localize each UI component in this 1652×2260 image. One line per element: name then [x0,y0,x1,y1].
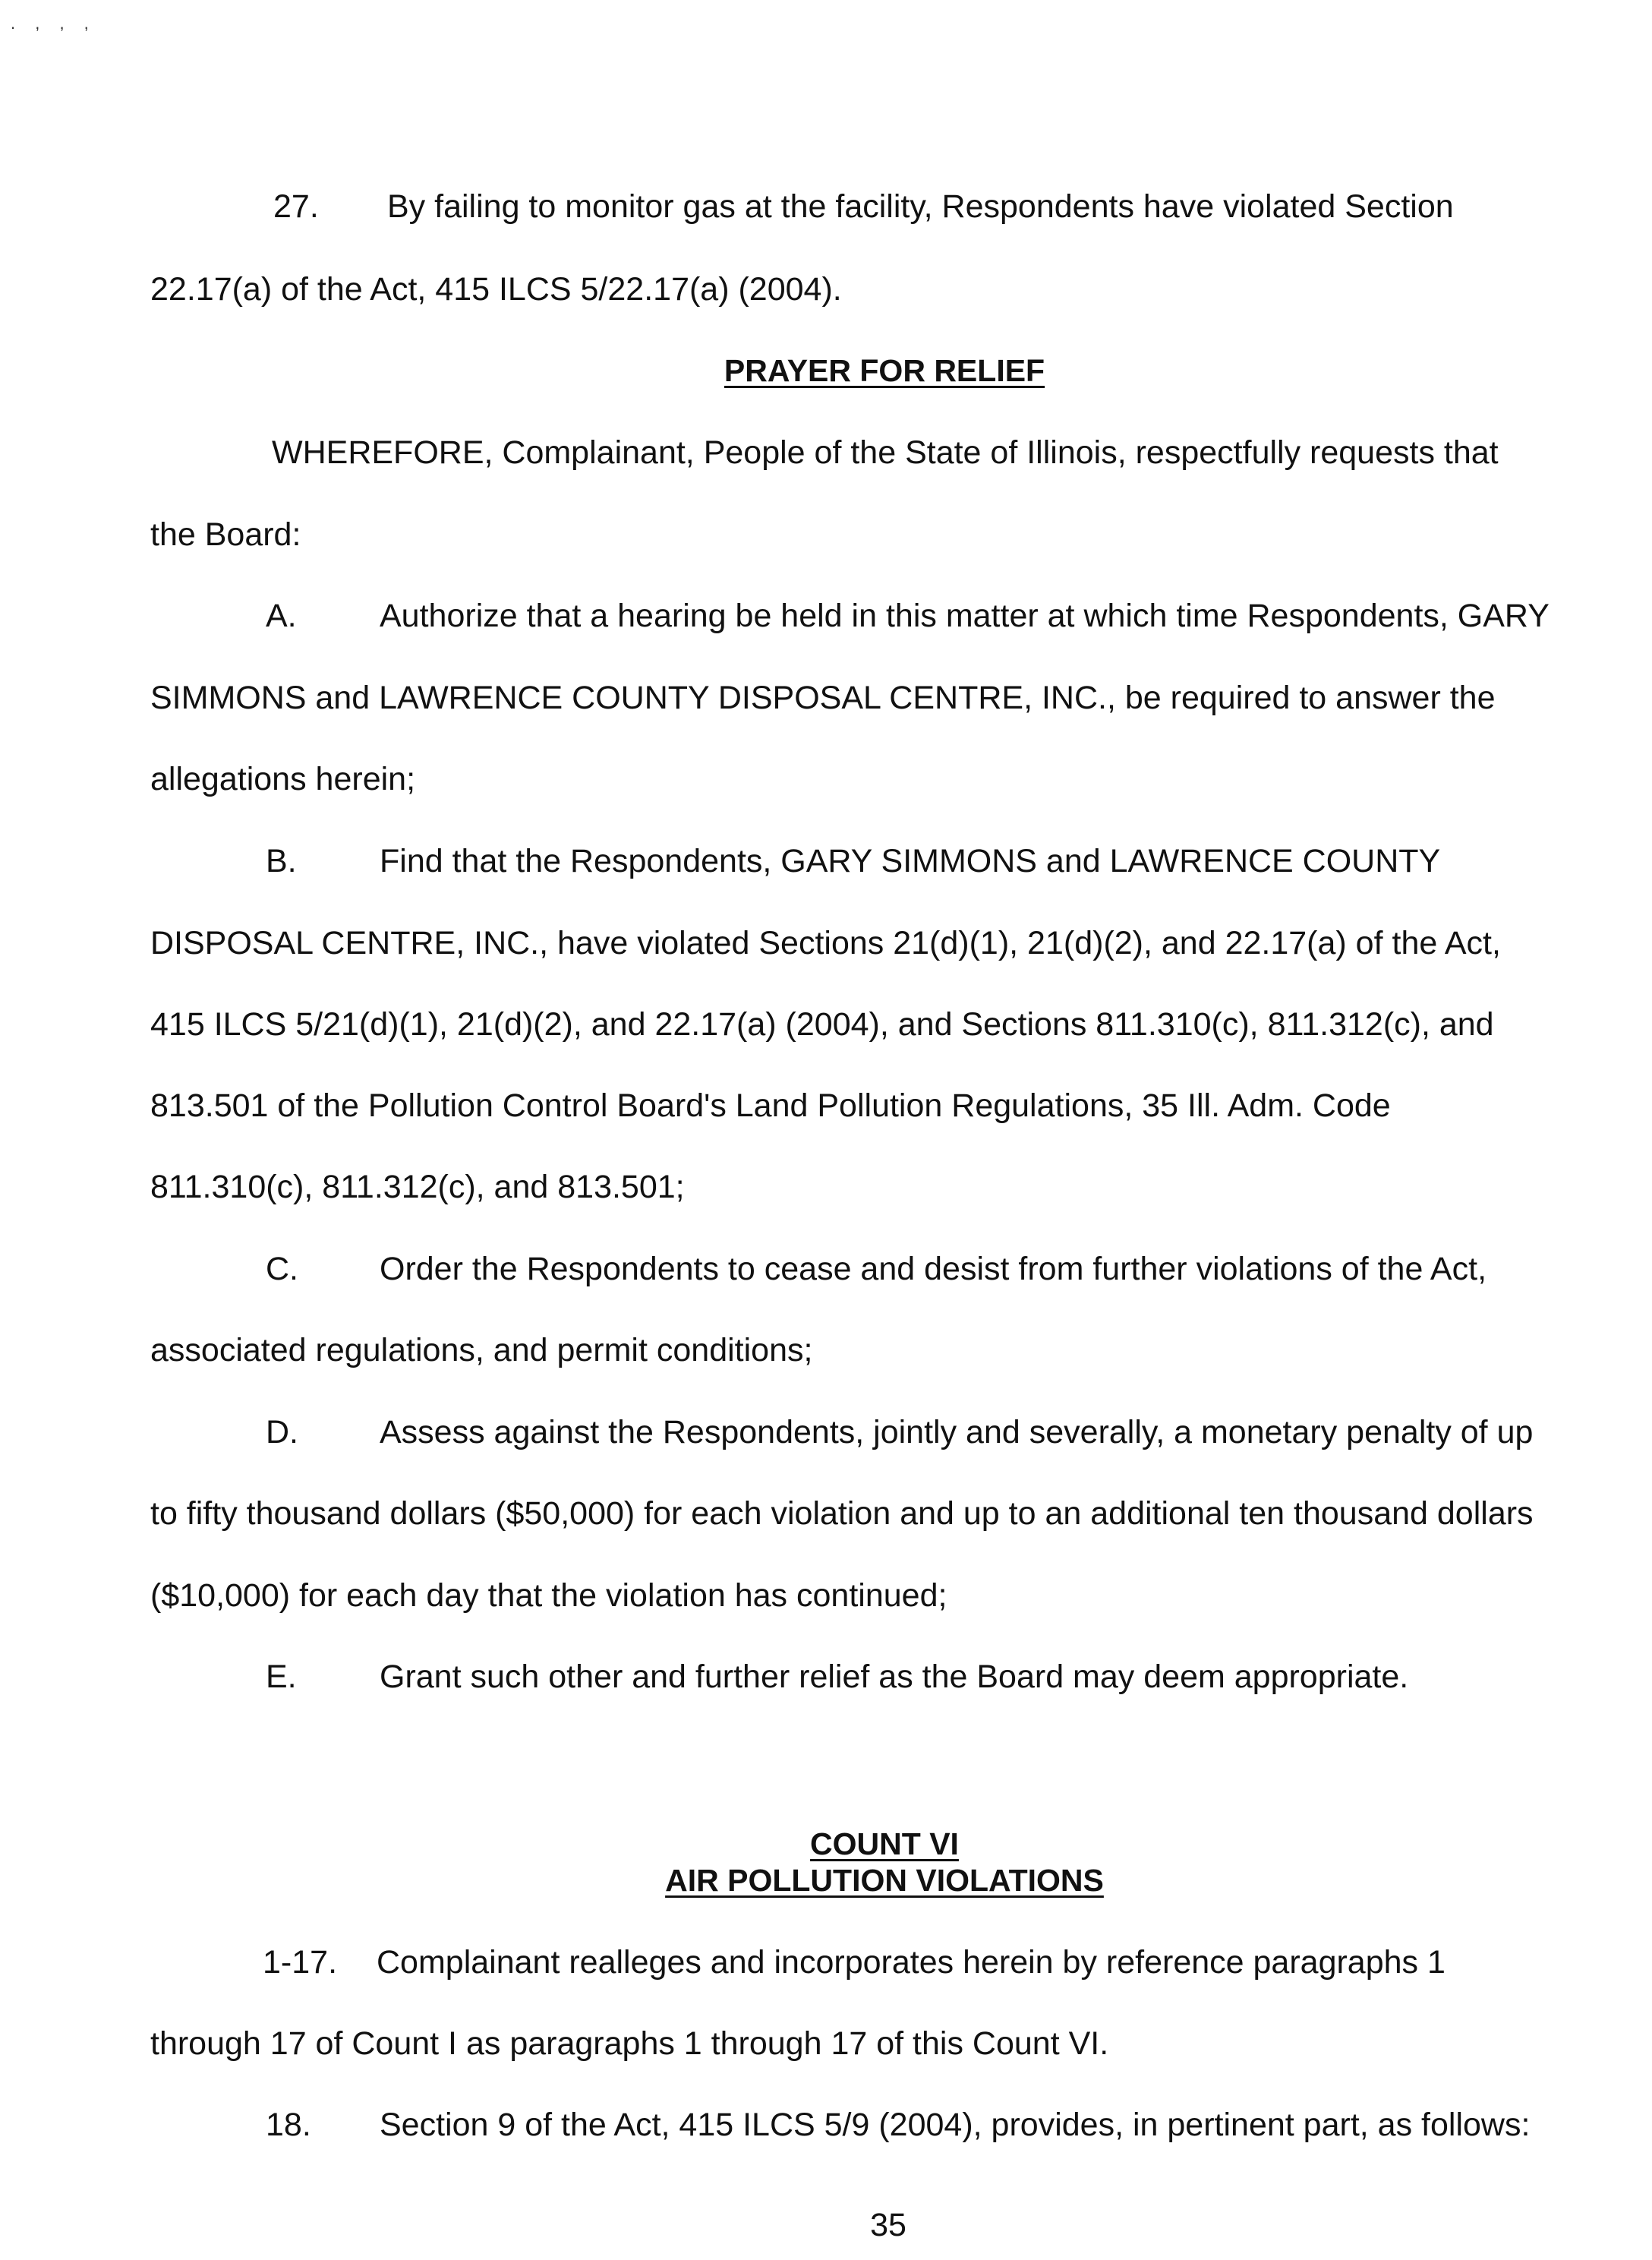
prayer-for-relief-heading: PRAYER FOR RELIEF [724,353,1045,388]
relief-b-line-3: 415 ILCS 5/21(d)(1), 21(d)(2), and 22.17(a) (2004), and Sections 811.310(c), 811.312(c), and [150,1006,1494,1043]
paragraph-number: D. [266,1414,298,1450]
relief-c-line-2: associated regulations, and permit conditions; [150,1332,813,1368]
count-title-heading: AIR POLLUTION VIOLATIONS [665,1863,1104,1898]
scan-marks: . , , , [11,14,96,33]
relief-c-line-1: C. Order the Respondents to cease and desist from further violations of the Act, [266,1251,1487,1287]
paragraph-27-line-2: 22.17(a) of the Act, 415 ILCS 5/22.17(a) (2004). [150,271,842,308]
paragraph-number: 27. [273,188,319,225]
relief-b-line-1: B. Find that the Respondents, GARY SIMMONS and LAWRENCE COUNTY [266,843,1441,879]
relief-b-line-5: 811.310(c), 811.312(c), and 813.501; [150,1169,685,1205]
relief-e-line-1: E. Grant such other and further relief as the Board may deem appropriate. [266,1659,1409,1695]
wherefore-line-2: the Board: [150,516,301,553]
relief-b-line-2: DISPOSAL CENTRE, INC., have violated Sections 21(d)(1), 21(d)(2), and 22.17(a) of the Act, [150,925,1501,961]
page-number: 35 [870,2207,906,2243]
paragraph-number: C. [266,1251,298,1287]
relief-d-line-3: ($10,000) for each day that the violation has continued; [150,1577,947,1614]
paragraph-18-line-1: 18. Section 9 of the Act, 415 ILCS 5/9 (2004), provides, in pertinent part, as follows: [266,2107,1531,2143]
paragraph-number: E. [266,1659,297,1695]
paragraph-1-17-line-1: 1-17. Complainant realleges and incorporates herein by reference paragraphs 1 [263,1944,1446,1981]
paragraph-27-line-1: 27. By failing to monitor gas at the facility, Respondents have violated Section [273,188,1454,225]
paragraph-number: A. [266,598,297,634]
paragraph-1-17-line-2: through 17 of Count I as paragraphs 1 through 17 of this Count VI. [150,2025,1109,2062]
relief-b-line-4: 813.501 of the Pollution Control Board's Land Pollution Regulations, 35 Ill. Adm. Code [150,1087,1391,1124]
relief-a-line-1: A. Authorize that a hearing be held in this matter at which time Respondents, GARY [266,598,1550,634]
relief-d-line-2: to fifty thousand dollars ($50,000) for each violation and up to an additional ten thousand dollars [150,1495,1534,1532]
paragraph-number: B. [266,843,297,879]
paragraph-number: 18. [266,2107,311,2143]
relief-a-line-3: allegations herein; [150,761,416,797]
relief-d-line-1: D. Assess against the Respondents, jointly and severally, a monetary penalty of up [266,1414,1534,1450]
paragraph-number: 1-17. [263,1944,338,1981]
relief-a-line-2: SIMMONS and LAWRENCE COUNTY DISPOSAL CENTRE, INC., be required to answer the [150,680,1496,716]
wherefore-line-1: WHEREFORE, Complainant, People of the State of Illinois, respectfully requests that [272,434,1499,471]
count-heading: COUNT VI [810,1826,959,1861]
